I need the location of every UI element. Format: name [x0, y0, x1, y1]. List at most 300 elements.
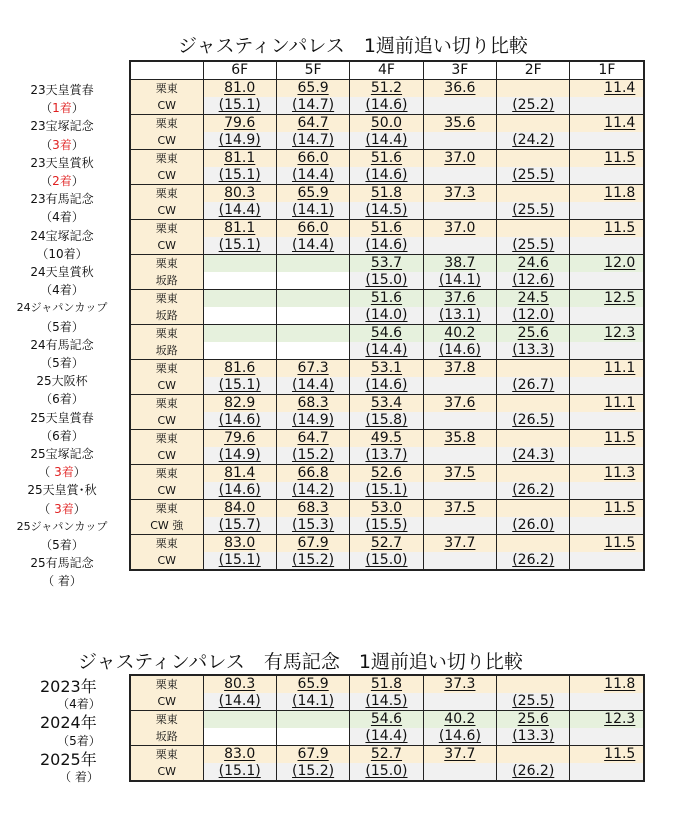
time-cell: 49.5 [350, 430, 423, 448]
time-cell [276, 325, 349, 343]
finish-rank: 6着 [52, 428, 72, 443]
finish-close: ） [71, 283, 84, 298]
year-finish: （5着） [57, 733, 101, 748]
time-cell: 51.8 [350, 676, 423, 693]
lap-cell: (15.1) [203, 763, 276, 780]
table-row [131, 325, 643, 343]
time-cell [497, 465, 570, 483]
lap-cell [570, 307, 643, 325]
table-row [131, 377, 643, 395]
finish-open: （ [42, 574, 58, 589]
time-cell: 40.2 [423, 325, 496, 343]
time-cell: 37.3 [423, 676, 496, 693]
lap-cell: (14.6) [203, 482, 276, 500]
lap-cell: (13.1) [423, 307, 496, 325]
lap-cell [276, 728, 349, 746]
lap-cell [423, 377, 496, 395]
time-cell: 67.9 [276, 746, 349, 764]
lap-cell [203, 307, 276, 325]
finish-open: （ [38, 465, 55, 480]
finish-rank: 5着 [52, 319, 72, 334]
finish-rank: 5着 [52, 538, 72, 552]
time-cell: 67.3 [276, 360, 349, 378]
race-finish [0, 536, 124, 553]
time-cell [497, 80, 570, 98]
finish-close: ） [71, 101, 84, 116]
finish-close: ） [75, 246, 88, 261]
lap-cell [570, 412, 643, 430]
finish-rank: 3着 [54, 465, 74, 480]
race-name: 24ジャパンカップ [16, 301, 108, 315]
lap-cell: (14.4) [203, 202, 276, 220]
lap-cell [423, 763, 496, 780]
time-cell: 25.6 [497, 325, 570, 343]
time-cell: 12.5 [570, 290, 643, 308]
lap-cell [423, 237, 496, 255]
race-name: 25天皇賞春 [30, 410, 94, 425]
lap-cell: (14.5) [350, 202, 423, 220]
time-cell: 37.5 [423, 465, 496, 483]
time-cell: 83.0 [203, 746, 276, 764]
header-2f: 2F [497, 62, 570, 80]
lap-cell [570, 763, 643, 780]
lap-cell [570, 97, 643, 115]
table-row [131, 465, 643, 483]
course-label: 坂路 [131, 342, 203, 360]
lap-cell: (14.1) [423, 272, 496, 290]
lap-cell: (13.7) [350, 447, 423, 465]
lap-cell: (14.4) [203, 693, 276, 711]
course-label: CW 強 [131, 517, 203, 535]
lap-cell: (14.6) [350, 167, 423, 185]
time-cell: 11.4 [570, 115, 643, 133]
time-cell: 36.6 [423, 80, 496, 98]
time-cell: 51.6 [350, 290, 423, 308]
finish-open: （ [40, 538, 53, 552]
course-label: CW [131, 693, 203, 711]
time-cell: 37.3 [423, 185, 496, 203]
lap-cell: (14.4) [350, 132, 423, 150]
table-row [131, 185, 643, 203]
track-label: 栗東 [131, 115, 203, 133]
lap-cell: (24.2) [497, 132, 570, 150]
lap-cell [570, 132, 643, 150]
time-cell: 37.7 [423, 746, 496, 764]
time-cell: 25.6 [497, 711, 570, 729]
time-cell: 64.7 [276, 115, 349, 133]
time-cell: 80.3 [203, 676, 276, 693]
lap-cell [570, 728, 643, 746]
lap-cell [423, 202, 496, 220]
time-cell: 52.7 [350, 746, 423, 764]
lap-cell: (14.9) [203, 447, 276, 465]
lap-cell: (25.5) [497, 167, 570, 185]
finish-close: ） [71, 210, 84, 225]
table-row [131, 447, 643, 465]
course-label: 坂路 [131, 272, 203, 290]
track-label: 栗東 [131, 465, 203, 483]
time-cell [203, 711, 276, 729]
lap-cell: (15.1) [203, 97, 276, 115]
time-cell: 11.8 [570, 185, 643, 203]
table-row [131, 132, 643, 150]
table-row [131, 220, 643, 238]
course-label: 坂路 [131, 728, 203, 746]
race-name: 24天皇賞秋 [30, 265, 94, 279]
time-cell: 37.0 [423, 220, 496, 238]
time-cell: 37.8 [423, 360, 496, 378]
time-cell: 11.5 [570, 150, 643, 168]
lap-cell: (14.9) [203, 132, 276, 150]
table-row [131, 711, 643, 729]
race-finish [0, 427, 124, 444]
lap-cell: (14.6) [203, 412, 276, 430]
finish-open: （ [38, 501, 55, 516]
time-cell [497, 395, 570, 413]
track-label: 栗東 [131, 290, 203, 308]
arima-comparison-table [129, 674, 645, 782]
lap-cell: (15.2) [276, 763, 349, 780]
time-cell: 11.4 [570, 80, 643, 98]
lap-cell [423, 97, 496, 115]
lap-cell: (15.0) [350, 763, 423, 780]
race-finish [0, 281, 124, 298]
track-label: 栗東 [131, 500, 203, 518]
time-cell: 67.9 [276, 535, 349, 553]
time-cell [497, 746, 570, 764]
track-label: 栗東 [131, 80, 203, 98]
lap-cell: (14.4) [276, 237, 349, 255]
lap-cell: (26.7) [497, 377, 570, 395]
lap-cell [570, 377, 643, 395]
track-label: 栗東 [131, 535, 203, 553]
lap-cell: (15.1) [203, 377, 276, 395]
table-row [131, 255, 643, 273]
time-cell [497, 430, 570, 448]
lap-cell [570, 552, 643, 569]
finish-close: ） [71, 137, 84, 152]
time-cell: 51.8 [350, 185, 423, 203]
finish-rank: 4着 [52, 283, 72, 298]
table-row [131, 115, 643, 133]
time-cell: 24.5 [497, 290, 570, 308]
race-finish [0, 500, 124, 517]
time-cell: 68.3 [276, 395, 349, 413]
lap-cell: (15.1) [203, 237, 276, 255]
finish-close: ） [71, 174, 84, 188]
lap-cell [203, 728, 276, 746]
time-cell: 11.1 [570, 360, 643, 378]
finish-close: ） [71, 428, 84, 443]
lap-cell [423, 132, 496, 150]
table-row [131, 97, 643, 115]
time-cell [276, 255, 349, 273]
table-row [131, 342, 643, 360]
time-cell: 12.0 [570, 255, 643, 273]
finish-rank: 10着 [48, 246, 76, 261]
race-finish [0, 463, 124, 480]
race-finish [0, 172, 124, 189]
table-row [131, 746, 643, 764]
lap-cell: (14.7) [276, 132, 349, 150]
table-row [131, 307, 643, 325]
time-cell: 66.0 [276, 150, 349, 168]
lap-cell [570, 447, 643, 465]
finish-close: ） [71, 356, 84, 370]
race-finish [0, 208, 124, 225]
time-cell: 79.6 [203, 115, 276, 133]
race-finish [0, 572, 124, 589]
table-header-row [131, 62, 643, 80]
time-cell: 35.8 [423, 430, 496, 448]
lap-cell [423, 167, 496, 185]
year-label: 2025年 [40, 749, 97, 769]
finish-rank: 4着 [52, 210, 72, 225]
finish-close: ） [71, 319, 84, 334]
course-label: CW [131, 237, 203, 255]
time-cell: 37.7 [423, 535, 496, 553]
track-label: 栗東 [131, 711, 203, 729]
lap-cell [570, 517, 643, 535]
time-cell: 81.6 [203, 360, 276, 378]
time-cell: 11.5 [570, 746, 643, 764]
time-cell: 35.6 [423, 115, 496, 133]
lap-cell: (26.2) [497, 552, 570, 569]
finish-close: ） [71, 392, 84, 407]
lap-cell: (25.2) [497, 97, 570, 115]
table-row [131, 290, 643, 308]
time-cell [497, 360, 570, 378]
table-row [131, 272, 643, 290]
time-cell [276, 290, 349, 308]
lap-cell [570, 202, 643, 220]
time-cell: 37.6 [423, 395, 496, 413]
time-cell: 64.7 [276, 430, 349, 448]
header-3f: 3F [423, 62, 496, 80]
arima-section-title: ジャスティンパレス 有馬記念 1週前追い切り比較 [78, 651, 523, 673]
lap-cell: (14.1) [276, 202, 349, 220]
lap-cell: (12.6) [497, 272, 570, 290]
lap-cell: (14.6) [350, 97, 423, 115]
track-label: 栗東 [131, 185, 203, 203]
race-name: 23天皇賞春 [30, 83, 94, 97]
time-cell: 66.0 [276, 220, 349, 238]
lap-cell: (26.0) [497, 517, 570, 535]
finish-close: ） [71, 538, 84, 552]
lap-cell: (15.0) [350, 272, 423, 290]
time-cell: 11.1 [570, 395, 643, 413]
race-finish [0, 318, 124, 335]
year-finish: （ 着） [59, 770, 99, 784]
lap-cell: (25.5) [497, 237, 570, 255]
lap-cell: (14.6) [350, 237, 423, 255]
year-label: 2024年 [40, 713, 97, 733]
time-cell [203, 255, 276, 273]
time-cell [276, 711, 349, 729]
table-row [131, 552, 643, 569]
table-row [131, 500, 643, 518]
finish-rank: 5着 [52, 356, 72, 370]
training-comparison-table [129, 60, 645, 571]
finish-rank: 3着 [52, 137, 72, 152]
time-cell: 65.9 [276, 80, 349, 98]
table-row [131, 360, 643, 378]
table-row [131, 676, 643, 693]
time-cell: 11.5 [570, 220, 643, 238]
time-cell: 81.4 [203, 465, 276, 483]
time-cell: 11.5 [570, 500, 643, 518]
table-row [131, 763, 643, 780]
finish-rank: 6着 [52, 392, 72, 407]
time-cell: 81.1 [203, 150, 276, 168]
track-label: 栗東 [131, 746, 203, 764]
lap-cell [570, 693, 643, 711]
race-name: 25ジャパンカップ [16, 519, 108, 533]
table-row [131, 412, 643, 430]
track-label: 栗東 [131, 220, 203, 238]
time-cell: 12.3 [570, 711, 643, 729]
race-finish [0, 99, 124, 116]
lap-cell: (13.3) [497, 728, 570, 746]
table-row [131, 237, 643, 255]
lap-cell [423, 482, 496, 500]
finish-open: （ [40, 137, 53, 152]
track-label: 栗東 [131, 325, 203, 343]
time-cell: 51.6 [350, 150, 423, 168]
time-cell: 79.6 [203, 430, 276, 448]
time-cell: 38.7 [423, 255, 496, 273]
course-label: CW [131, 447, 203, 465]
time-cell: 51.6 [350, 220, 423, 238]
time-cell: 84.0 [203, 500, 276, 518]
finish-open: （ [40, 210, 53, 225]
time-cell [203, 290, 276, 308]
finish-rank: 着 [57, 574, 70, 589]
race-name: 24宝塚記念 [30, 228, 94, 243]
time-cell: 37.0 [423, 150, 496, 168]
lap-cell: (14.2) [276, 482, 349, 500]
time-cell: 40.2 [423, 711, 496, 729]
time-cell [497, 115, 570, 133]
time-cell [497, 220, 570, 238]
lap-cell: (14.4) [350, 728, 423, 746]
course-label: CW [131, 97, 203, 115]
lap-cell: (15.3) [276, 517, 349, 535]
lap-cell: (26.2) [497, 482, 570, 500]
lap-cell [570, 237, 643, 255]
time-cell: 52.7 [350, 535, 423, 553]
time-cell: 54.6 [350, 325, 423, 343]
table-row [131, 728, 643, 746]
time-cell: 53.0 [350, 500, 423, 518]
time-cell: 37.5 [423, 500, 496, 518]
time-cell [497, 185, 570, 203]
lap-cell [203, 342, 276, 360]
lap-cell: (25.5) [497, 202, 570, 220]
time-cell: 53.4 [350, 395, 423, 413]
course-label: CW [131, 202, 203, 220]
finish-open: （ [40, 174, 53, 188]
lap-cell [423, 412, 496, 430]
lap-cell: (15.8) [350, 412, 423, 430]
lap-cell [276, 272, 349, 290]
page-title: ジャスティンパレス 1週前追い切り比較 [178, 35, 528, 57]
lap-cell [570, 167, 643, 185]
track-label: 栗東 [131, 255, 203, 273]
finish-close: ） [69, 574, 82, 589]
finish-open: （ [40, 392, 53, 407]
table-row [131, 202, 643, 220]
lap-cell: (15.1) [350, 482, 423, 500]
time-cell [497, 150, 570, 168]
lap-cell: (25.5) [497, 693, 570, 711]
lap-cell: (14.6) [423, 728, 496, 746]
lap-cell: (15.2) [276, 447, 349, 465]
course-label: CW [131, 167, 203, 185]
time-cell: 65.9 [276, 676, 349, 693]
time-cell: 53.1 [350, 360, 423, 378]
lap-cell: (14.6) [350, 377, 423, 395]
course-label: CW [131, 377, 203, 395]
lap-cell [203, 272, 276, 290]
time-cell: 51.2 [350, 80, 423, 98]
race-finish [0, 390, 124, 407]
race-name: 25宝塚記念 [30, 447, 94, 461]
lap-cell: (15.5) [350, 517, 423, 535]
lap-cell: (14.1) [276, 693, 349, 711]
header-6f: 6F [203, 62, 276, 80]
header-4f: 4F [350, 62, 423, 80]
lap-cell [423, 447, 496, 465]
race-finish [0, 245, 124, 262]
time-cell: 11.5 [570, 535, 643, 553]
time-cell: 82.9 [203, 395, 276, 413]
header-5f: 5F [276, 62, 349, 80]
time-cell: 24.6 [497, 255, 570, 273]
table-row [131, 482, 643, 500]
lap-cell: (12.0) [497, 307, 570, 325]
lap-cell: (13.3) [497, 342, 570, 360]
track-label: 栗東 [131, 360, 203, 378]
lap-cell: (15.1) [203, 167, 276, 185]
time-cell: 37.6 [423, 290, 496, 308]
finish-rank: 1着 [52, 101, 72, 116]
lap-cell [423, 517, 496, 535]
lap-cell [570, 272, 643, 290]
lap-cell: (14.0) [350, 307, 423, 325]
race-name: 24有馬記念 [30, 337, 94, 352]
finish-open: （ [40, 428, 53, 443]
track-label: 栗東 [131, 395, 203, 413]
table-row [131, 693, 643, 711]
lap-cell: (15.7) [203, 517, 276, 535]
lap-cell: (14.5) [350, 693, 423, 711]
course-label: CW [131, 132, 203, 150]
time-cell: 83.0 [203, 535, 276, 553]
lap-cell [570, 342, 643, 360]
course-label: CW [131, 412, 203, 430]
time-cell [497, 676, 570, 693]
table-row [131, 395, 643, 413]
lap-cell: (24.3) [497, 447, 570, 465]
lap-cell [276, 342, 349, 360]
time-cell [497, 535, 570, 553]
time-cell: 54.6 [350, 711, 423, 729]
table-row [131, 430, 643, 448]
track-label: 栗東 [131, 150, 203, 168]
lap-cell: (14.7) [276, 97, 349, 115]
time-cell: 68.3 [276, 500, 349, 518]
